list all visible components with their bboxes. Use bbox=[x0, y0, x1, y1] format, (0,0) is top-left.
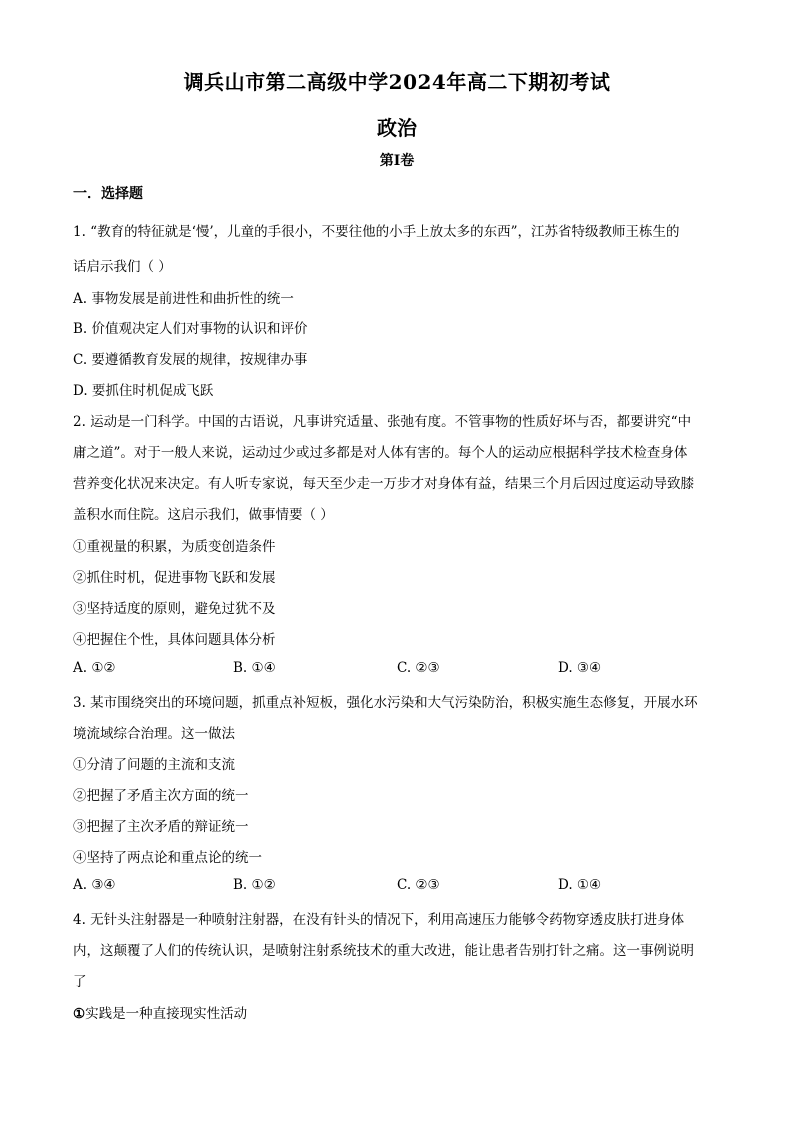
q2-choice-a: A. ①② bbox=[73, 660, 116, 676]
subject-heading: 政治 bbox=[377, 116, 417, 140]
q1-option-c: C. 要遵循教育发展的规律，按规律办事 bbox=[73, 352, 308, 368]
q3-statement-1: ①分清了问题的主流和支流 bbox=[73, 757, 235, 773]
q3-statement-4: ④坚持了两点论和重点论的统一 bbox=[73, 850, 262, 866]
q3-statement-2: ②把握了矛盾主次方面的统一 bbox=[73, 788, 249, 804]
q2-choice-b: B. ①④ bbox=[233, 660, 276, 676]
q3-choice-b: B. ①② bbox=[233, 877, 276, 893]
q1-option-d: D. 要抓住时机促成飞跃 bbox=[73, 383, 214, 399]
q2-statement-2: ②抓住时机，促进事物飞跃和发展 bbox=[73, 570, 276, 586]
q3-statement-3: ③把握了主次矛盾的辩证统一 bbox=[73, 819, 249, 835]
q4-statement-1-marker: ① bbox=[73, 1006, 86, 1022]
q1-option-a: A. 事物发展是前进性和曲折性的统一 bbox=[73, 291, 294, 307]
section-heading: 一．选择题 bbox=[73, 186, 143, 202]
q2-stem-line-4: 盖积水而住院。这启示我们，做事情要（ ） bbox=[73, 507, 334, 523]
q2-choice-c: C. ②③ bbox=[397, 660, 440, 676]
q4-stem-line-1: 4. 无针头注射器是一种喷射注射器，在没有针头的情况下，利用高速压力能够令药物穿透皮肤打进身体 bbox=[73, 912, 685, 928]
q2-statement-1: ①重视量的积累，为质变创造条件 bbox=[73, 539, 276, 555]
volume-heading: 第I卷 bbox=[379, 153, 415, 169]
exam-title: 调兵山市第二高级中学2024年高二下期初考试 bbox=[183, 70, 611, 94]
q2-statement-3: ③坚持适度的原则，避免过犹不及 bbox=[73, 601, 276, 617]
q3-stem-line-1: 3. 某市围绕突出的环境问题，抓重点补短板，强化水污染和大气污染防治，积极实施生态修复，开展水环 bbox=[73, 695, 698, 711]
q2-statement-4: ④把握住个性，具体问题具体分析 bbox=[73, 632, 276, 648]
q1-option-b: B. 价值观决定人们对事物的认识和评价 bbox=[73, 321, 308, 337]
q2-stem-line-1: 2. 运动是一门科学。中国的古语说，凡事讲究适量、张弛有度。不管事物的性质好坏与否，都要讲究“中 bbox=[73, 414, 692, 430]
q3-choice-c: C. ②③ bbox=[397, 877, 440, 893]
q2-choice-d: D. ③④ bbox=[558, 660, 602, 676]
q4-statement-1-text: 实践是一种直接现实性活动 bbox=[85, 1006, 248, 1022]
q1-stem-line-1: 1. “教育的特征就是‘慢’，儿童的手很小，不要往他的小手上放太多的东西”，江苏省特级教师王栋生的 bbox=[73, 224, 680, 240]
q4-statement-1 bbox=[73, 1002, 247, 1022]
q1-stem-line-2: 话启示我们（ ） bbox=[73, 259, 172, 275]
q3-choice-d: D. ①④ bbox=[558, 877, 602, 893]
q3-choice-a: A. ③④ bbox=[73, 877, 116, 893]
q3-stem-line-2: 境流域综合治理。这一做法 bbox=[73, 726, 235, 742]
q4-stem-line-2: 内，这颠覆了人们的传统认识，是喷射注射系统技术的重大改进，能让患者告别打针之痛。这一事例说明 bbox=[73, 943, 694, 959]
q2-stem-line-3: 营养变化状况来决定。有人听专家说，每天至少走一万步才对身体有益，结果三个月后因过度运动导致膝 bbox=[73, 476, 694, 492]
q2-stem-line-2: 庸之道”。对于一般人来说，运动过少或过多都是对人体有害的。每个人的运动应根据科学技术检查身体 bbox=[73, 445, 688, 461]
q4-stem-line-3: 了 bbox=[73, 974, 87, 990]
